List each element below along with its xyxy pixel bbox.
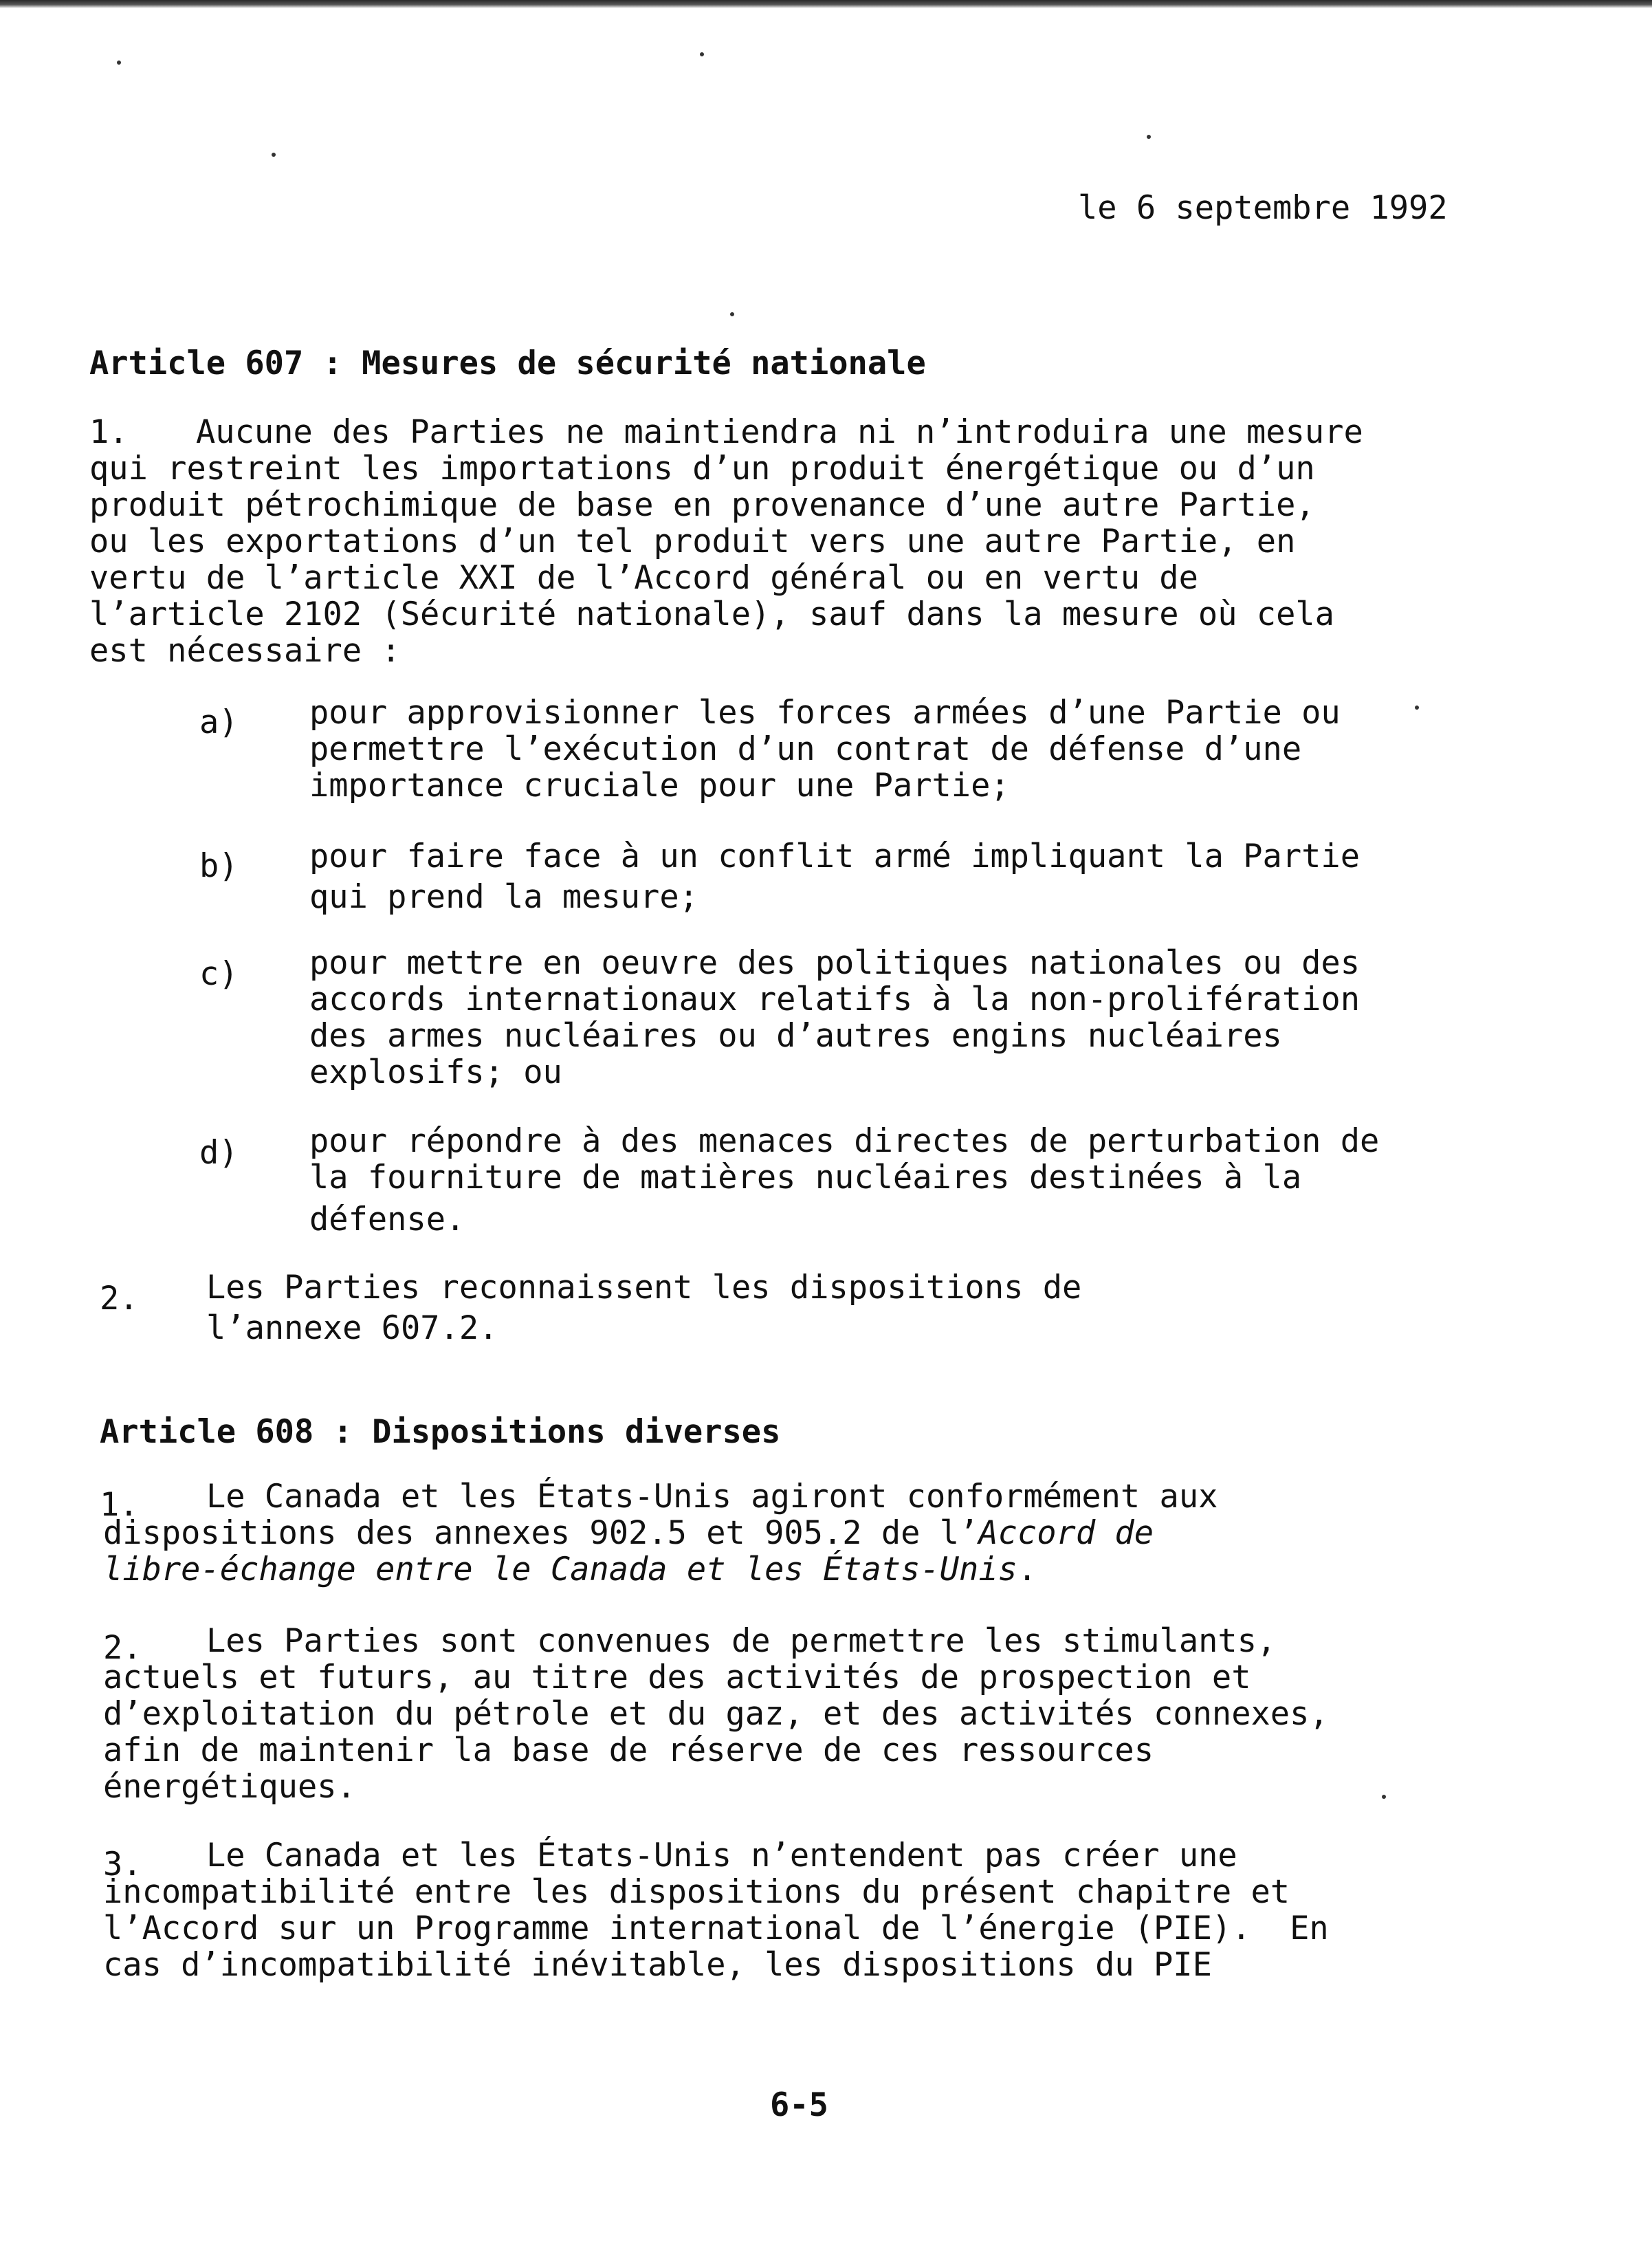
paragraph-line: actuels et futurs, au titre des activités de prospection et — [103, 1659, 1251, 1696]
article-607-heading: Article 607 : Mesures de sécurité nationale — [89, 345, 926, 382]
paragraph-line: l’annexe 607.2. — [206, 1309, 498, 1347]
scan-speck — [272, 153, 276, 157]
paragraph-line: Les Parties sont convenues de permettre les stimulants, — [206, 1622, 1277, 1660]
paragraph-line — [103, 1551, 1037, 1588]
scan-speck — [117, 61, 121, 65]
scan-top-edge — [0, 0, 1652, 8]
paragraph-line: vertu de l’article XXI de l’Accord général ou en vertu de — [89, 559, 1198, 597]
paragraph-number: 1. — [89, 413, 129, 451]
scan-speck — [1147, 135, 1151, 139]
item-line: permettre l’exécution d’un contrat de défense d’une — [309, 730, 1302, 768]
scan-speck — [1382, 1795, 1386, 1799]
paragraph-line: l’Accord sur un Programme international de l’énergie (PIE). En — [103, 1910, 1329, 1947]
item-line: importance cruciale pour une Partie; — [309, 767, 1010, 805]
item-line: pour répondre à des menaces directes de perturbation de — [309, 1122, 1380, 1160]
agreement-title-italic: libre-échange entre le Canada et les États-Unis — [103, 1551, 1017, 1588]
paragraph-line: d’exploitation du pétrole et du gaz, et des activités connexes, — [103, 1695, 1329, 1733]
paragraph-line: Aucune des Parties ne maintiendra ni n’introduira une mesure — [196, 413, 1363, 451]
paragraph-number: 3. — [103, 1846, 142, 1883]
paragraph-line: Les Parties reconnaissent les dispositions de — [206, 1269, 1082, 1307]
paragraph-number: 2. — [103, 1629, 142, 1667]
article-608-heading: Article 608 : Dispositions diverses — [100, 1413, 781, 1451]
paragraph-line: l’article 2102 (Sécurité nationale), sauf dans la mesure où cela — [89, 595, 1334, 633]
scan-speck — [730, 312, 734, 316]
item-line: explosifs; ou — [309, 1053, 562, 1091]
paragraph-line: incompatibilité entre les dispositions du présent chapitre et — [103, 1873, 1290, 1911]
paragraph-line: cas d’incompatibilité inévitable, les dispositions du PIE — [103, 1946, 1212, 1984]
item-line: accords internationaux relatifs à la non-prolifération — [309, 981, 1361, 1018]
paragraph-number: 1. — [100, 1486, 139, 1524]
item-line: pour approvisionner les forces armées d’une Partie ou — [309, 694, 1341, 732]
item-label-c: c) — [199, 955, 239, 993]
paragraph-line: Le Canada et les États-Unis n’entendent pas créer une — [206, 1837, 1237, 1874]
item-line: qui prend la mesure; — [309, 878, 698, 916]
paragraph-number: 2. — [100, 1280, 139, 1318]
scan-speck — [700, 52, 704, 56]
item-label-a: a) — [199, 703, 239, 741]
item-line: pour mettre en oeuvre des politiques nationales ou des — [309, 944, 1361, 982]
paragraph-line: afin de maintenir la base de réserve de ces ressources — [103, 1731, 1154, 1769]
text-run: . — [1017, 1551, 1037, 1588]
text-run: dispositions des annexes 902.5 et 905.2 de l’ — [103, 1514, 979, 1552]
paragraph-line: produit pétrochimique de base en provenance d’une autre Partie, — [89, 486, 1315, 524]
item-line: défense. — [309, 1201, 465, 1238]
paragraph-line — [103, 1515, 1154, 1551]
agreement-title-italic: Accord de — [978, 1514, 1154, 1552]
scan-speck — [1415, 706, 1419, 710]
paragraph-line: Le Canada et les États-Unis agiront conformément aux — [206, 1478, 1218, 1516]
paragraph-line: est nécessaire : — [89, 632, 401, 670]
document-date: le 6 septembre 1992 — [1078, 189, 1448, 227]
item-line: des armes nucléaires ou d’autres engins nucléaires — [309, 1017, 1282, 1055]
item-label-b: b) — [199, 847, 239, 885]
page-number: 6-5 — [770, 2086, 828, 2124]
item-line: pour faire face à un conflit armé impliquant la Partie — [309, 838, 1361, 875]
paragraph-line: ou les exportations d’un tel produit vers une autre Partie, en — [89, 523, 1296, 560]
item-label-d: d) — [199, 1134, 239, 1172]
paragraph-line: énergétiques. — [103, 1768, 356, 1806]
paragraph-line: qui restreint les importations d’un produit énergétique ou d’un — [89, 450, 1315, 488]
item-line: la fourniture de matières nucléaires destinées à la — [309, 1159, 1302, 1196]
